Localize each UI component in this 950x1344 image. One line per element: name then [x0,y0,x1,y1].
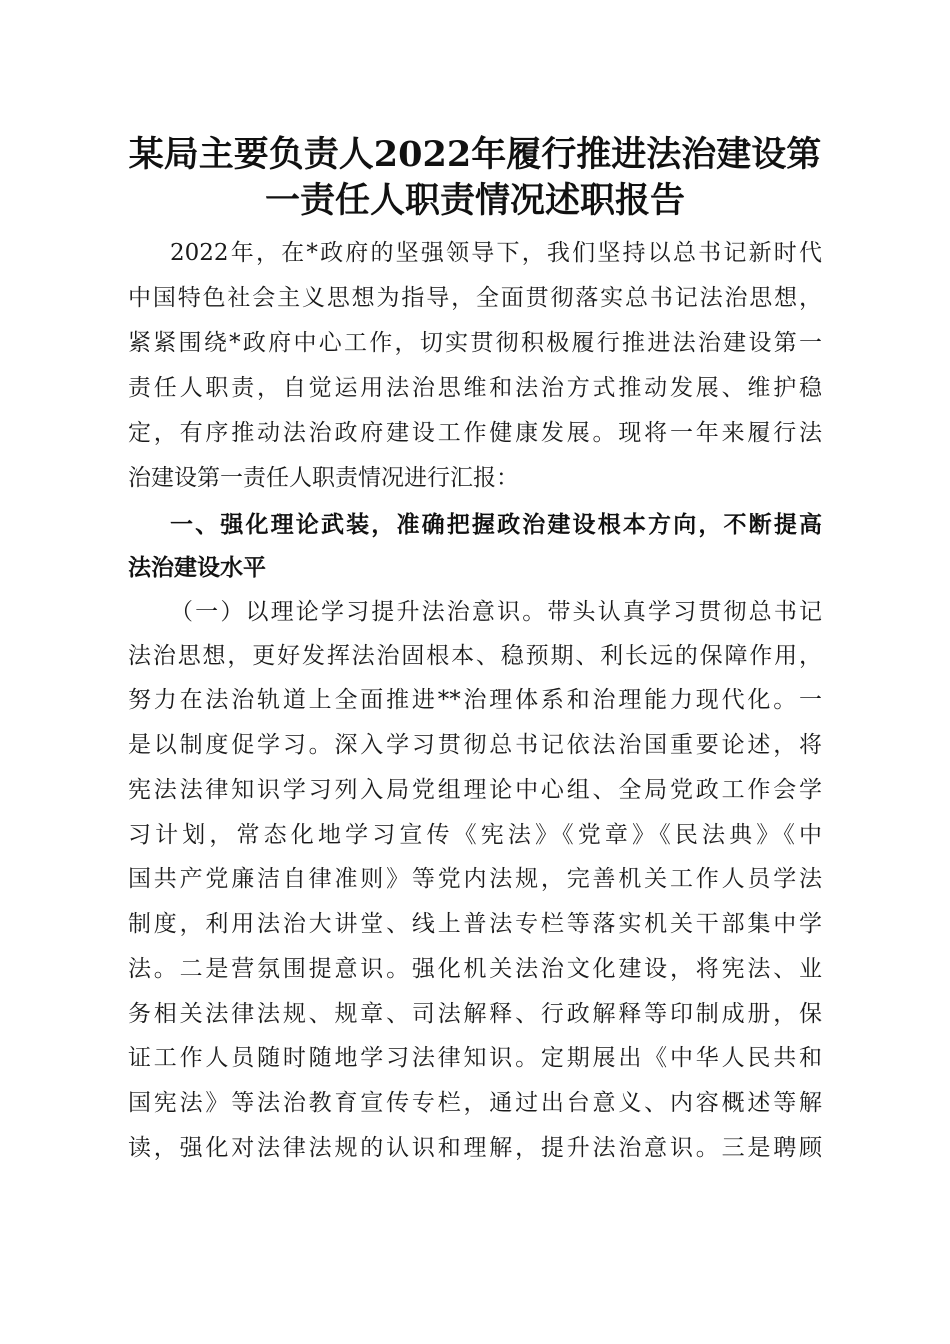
intro-line: 紧紧围绕*政府中心工作，切实贯彻积极履行推进法治建设第一 [128,330,822,356]
para-line: 读，强化对法律法规的认识和理解，提升法治意识。三是聘顾 [128,1135,822,1161]
section-heading-line: 一、强化理论武装，准确把握政治建设根本方向，不断提高 [170,512,822,538]
para-line: 法治思想，更好发挥法治固根本、稳预期、利长远的保障作用， [128,643,822,669]
para-line: 习计划，常态化地学习宣传《宪法》《党章》《民法典》《中 [128,822,822,848]
para-line: 宪法法律知识学习列入局党组理论中心组、全局党政工作会学 [128,777,822,803]
para-line: 是以制度促学习。深入学习贯彻总书记依法治国重要论述，将 [128,732,822,758]
intro-line: 定，有序推动法治政府建设工作健康发展。现将一年来履行法 [128,420,822,446]
para-line: 法。二是营氛围提意识。强化机关法治文化建设，将宪法、业 [128,956,822,982]
intro-line: 中国特色社会主义思想为指导，全面贯彻落实总书记法治思想， [128,285,822,311]
section-heading-line: 法治建设水平 [128,555,266,581]
para-line: 努力在法治轨道上全面推进**治理体系和治理能力现代化。一 [128,687,822,713]
title-line-2: 一责任人职责情况述职报告 [264,180,685,221]
intro-line: 治建设第一责任人职责情况进行汇报： [128,465,519,491]
intro-line: 2022年，在*政府的坚强领导下，我们坚持以总书记新时代 [170,240,822,266]
para-line: （一）以理论学习提升法治意识。带头认真学习贯彻总书记 [170,599,822,625]
para-line: 务相关法律法规、规章、司法解释、行政解释等印制成册，保 [128,1001,822,1027]
para-line: 证工作人员随时随地学习法律知识。定期展出《中华人民共和 [128,1045,822,1071]
intro-line: 责任人职责，自觉运用法治思维和法治方式推动发展、维护稳 [128,375,822,401]
para-line: 国共产党廉洁自律准则》等党内法规，完善机关工作人员学法 [128,866,822,892]
para-line: 制度，利用法治大讲堂、线上普法专栏等落实机关干部集中学 [128,911,822,937]
title-line-1: 某局主要负责人2022年履行推进法治建设第 [128,134,822,175]
para-line: 国宪法》等法治教育宣传专栏，通过出台意义、内容概述等解 [128,1090,822,1116]
document-title [100,132,850,224]
